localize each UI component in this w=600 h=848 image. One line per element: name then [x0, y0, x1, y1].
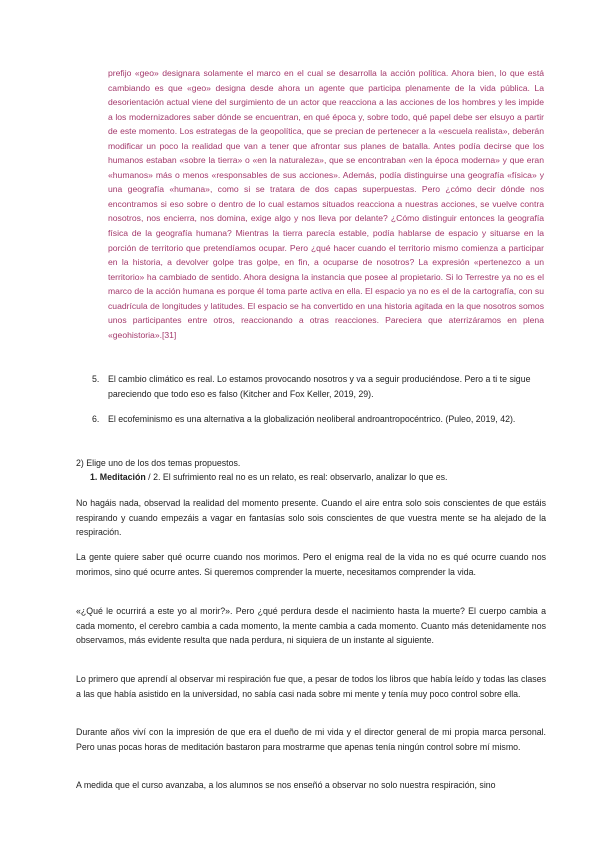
paragraph: La gente quiere saber qué ocurre cuando nos morimos. Pero el enigma real de la vida no es qué ocurre cuando nos morimos, sino qué ocurre antes. Si queremos comprender la muerte, necesitamos comprender la vida. [76, 552, 546, 577]
task-section [76, 456, 546, 484]
paragraph: A medida que el curso avanzaba, a los alumnos se nos enseñó a observar no solo nuestra respiración, sino [76, 780, 496, 790]
list-item-number: 5. [92, 374, 100, 384]
list-item [92, 372, 544, 401]
task-option-meditation: 1. Meditación [90, 472, 146, 482]
task-heading: 2) Elige uno de los dos temas propuestos. [76, 458, 241, 468]
list-item-text: El cambio climático es real. Lo estamos provocando nosotros y va a seguir produciéndose. Pero a ti te sigue pareciendo que todo eso es falso (Kitcher and Fox Keller, 2019, 29). [108, 374, 531, 399]
paragraph: «¿Qué le ocurrirá a este yo al morir?». Pero ¿qué perdura desde el nacimiento hasta la muerte? El cuerpo cambia a cada momento, el cerebro cambia a cada momento, la mente cambia a cada momento. Cuanto más detenidamente nos observamos, más evidente resulta que nada perdura, ni siquiera de un instante al siguiente. [76, 606, 546, 646]
paragraph: Durante años viví con la impresión de que era el dueño de mi vida y el director general de mi propia marca personal. Pero unas pocas horas de meditación bastaron para mostrarme que apenas tenía ningún control sobre mí mismo. [76, 727, 546, 752]
list-item-text: El ecofeminismo es una alternativa a la globalización neoliberal androantropocéntrico. (Puleo, 2019, 42). [108, 414, 516, 424]
list-item-number: 6. [92, 414, 100, 424]
paragraph: Lo primero que aprendí al observar mi respiración fue que, a pesar de todos los libros que había leído y todas las clases a las que había asistido en la universidad, no sabía casi nada sobre mi mente y tenía muy poco control sobre ella. [76, 674, 546, 699]
block-quote: prefijo «geo» designara solamente el marco en el cual se desarrolla la acción política. Ahora bien, lo que está cambiando es que «geo» designa desde ahora un agente que participa plenamente de la vida pública. La desorientación actual viene del surgimiento de un actor que reacciona a las acciones de los hombres y les impide a los modernizadores saber dónde se encuentran, en qué época y, sobre todo, qué papel debe ser elsuyo a partir de este momento. Los estrategas de la geopolítica, que se precian de pertenecer a la «escuela realista», deberán modificar un poco la realidad que van a tener que afrontar sus planes de batalla. Antes podía decirse que los humanos estaban «sobre la tierra» o «en la naturaleza», que se encontraban «en la época moderna» y que eran «humanos» más o menos «responsables de sus acciones». Además, podía distinguirse una geografía «física» y una geografía «humana», como si se tratara de dos capas superpuestas. Pero ¿cómo decir dónde nos encontramos si eso sobre o dentro de lo cual estamos situados reacciona a nuestras acciones, se vuelve contra nosotros, nos encierra, nos domina, exige algo y nos lleva por delante? ¿Cómo distinguir entonces la geografía física de la geografía humana? Mientras la tierra parecía estable, podía hablarse de espacio y situarse en la porción de territorio que pretendíamos ocupar. Pero ¿qué hacer cuando el territorio mismo comienza a participar en la historia, a devolver golpe tras golpe, en fin, a ocuparse de nosotros? La expresión «pertenezco a un territorio» ha cambiado de sentido. Ahora designa la instancia que posee al propietario. Si lo Terrestre ya no es el marco de la acción humana es porque él toma parte activa en ella. El espacio ya no es el de la cartografía, con su cuadrícula de longitudes y latitudes. El espacio se ha convertido en una historia agitada en la que nosotros somos unos participantes entre otros, reaccionando a otras reacciones. Pareciera que aterrizáramos en plena «geohistoria».[31] [108, 68, 544, 340]
task-options [90, 470, 546, 484]
paragraph: No hagáis nada, observad la realidad del momento presente. Cuando el aire entra solo sois conscientes de que estáis respirando y cuando empezáis a vagar en fantasías solo sois conscientes de que vuestra mente se ha alejado de la respiración. [76, 498, 546, 538]
list-item [92, 412, 544, 427]
task-option-suffering: / 2. El sufrimiento real no es un relato, es real: observarlo, analizar lo que es. [145, 472, 448, 482]
